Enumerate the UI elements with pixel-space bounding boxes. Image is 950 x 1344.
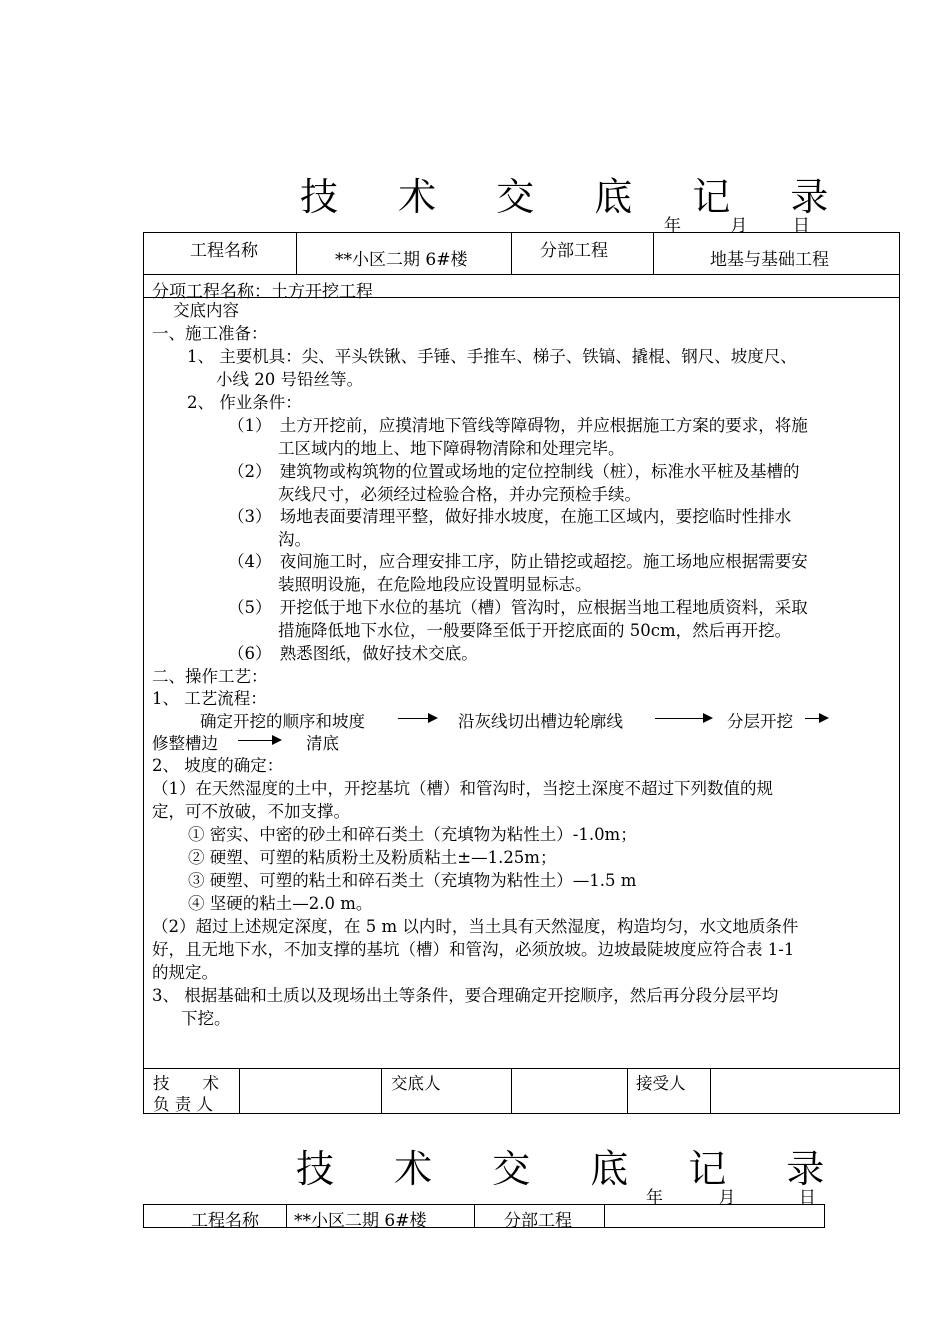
date-year: 年 [664, 216, 681, 236]
division-value: 地基与基础工程 [710, 250, 829, 270]
content-line: （2）超过上述规定深度，在 5 m 以内时，当土具有天然湿度，构造均匀，水文地质条件 [152, 917, 799, 936]
content-line: 下挖。 [181, 1009, 231, 1028]
page-title: 技 术 交 底 记 录 [296, 1147, 849, 1191]
table-border [296, 232, 297, 274]
content-line: （1）在天然湿度的土中，开挖基坑（槽）和管沟时，当挖土深度不超过下列数值的规 [152, 779, 773, 798]
table-border [899, 232, 900, 1114]
project-name-label: 工程名称 [191, 1211, 259, 1231]
table-border [511, 1068, 512, 1113]
tech-lead-label: 技 术 [153, 1074, 219, 1093]
content-line: 好，且无地下水，不加支撑的基坑（槽）和管沟，必须放坡。边坡最陡坡度应符合表 1-1 [152, 940, 795, 959]
table-border [239, 1068, 240, 1113]
content-line: 小线 20 号铅丝等。 [216, 370, 363, 389]
table-border [381, 1068, 382, 1113]
table-border [286, 1204, 287, 1228]
table-border [474, 1204, 475, 1228]
content-line: 2、 坡度的确定： [152, 756, 284, 775]
date-month: 月 [730, 216, 748, 236]
table-border [143, 1204, 825, 1205]
flow-arrow [805, 718, 827, 719]
flow-arrow [238, 740, 280, 741]
division-label: 分部工程 [504, 1211, 572, 1231]
table-border [627, 1068, 628, 1113]
content-line: （6） 熟悉图纸，做好技术交底。 [228, 644, 478, 663]
table-border [143, 1068, 900, 1069]
flow-arrow [398, 718, 436, 719]
content-line: 沟。 [278, 530, 311, 549]
date-day: 日 [792, 216, 810, 236]
table-border [143, 1204, 144, 1228]
flow-step: 确定开挖的顺序和坡度 [200, 712, 365, 731]
content-line: 3、 根据基础和土质以及现场出土等条件，要合理确定开挖顺序，然后再分段分层平均 [152, 986, 779, 1005]
division-label: 分部工程 [540, 241, 608, 261]
subitem-name: 分项工程名称：土方开挖工程 [152, 282, 373, 302]
table-border [143, 1113, 900, 1114]
content-line: ④ 坚硬的粘土—2.0 m。 [188, 894, 373, 913]
flow-step: 修整槽边 [152, 734, 218, 753]
receiver-label: 接受人 [636, 1074, 686, 1093]
content-line: （4） 夜间施工时，应合理安排工序，防止错挖或超挖。施工场地应根据需要安 [228, 552, 808, 571]
content-line: ② 硬塑、可塑的粘质粉土及粉质粘土±—1.25m； [188, 848, 557, 867]
project-name-value: **小区二期 6#楼 [294, 1211, 427, 1231]
content-line: 二、操作工艺： [152, 667, 268, 686]
page-title: 技 术 交 底 记 录 [300, 175, 853, 219]
flow-step: 清底 [306, 734, 339, 753]
content-line: ③ 硬塑、可塑的粘土和碎石类土（充填物为粘性土）—1.5 m [188, 871, 637, 890]
content-line: 2、 作业条件： [187, 393, 302, 412]
flow-arrow [655, 718, 711, 719]
discloser-label: 交底人 [391, 1074, 441, 1093]
flow-step: 分层开挖 [727, 712, 793, 731]
content-line: 定，可不放破，不加支撑。 [152, 802, 350, 821]
content-heading: 交底内容 [173, 301, 239, 320]
table-border [604, 1204, 605, 1228]
content-line: （1） 土方开挖前，应摸清地下管线等障碍物，并应根据施工方案的要求，将施 [228, 416, 808, 435]
flow-step: 沿灰线切出槽边轮廓线 [458, 712, 623, 731]
content-line: 工区域内的地上、地下障碍物清除和处理完毕。 [278, 439, 625, 458]
content-line: 的规定。 [152, 963, 218, 982]
content-line: 1、 主要机具：尖、平头铁锹、手锤、手推车、梯子、铁镐、撬棍、钢尺、坡度尺、 [187, 347, 797, 366]
project-name-label: 工程名称 [190, 241, 258, 261]
table-border [143, 274, 900, 275]
table-border [143, 232, 144, 1114]
table-border [824, 1204, 825, 1228]
date-year: 年 [646, 1188, 663, 1208]
table-border [511, 232, 512, 274]
project-name-value: **小区二期 6#楼 [335, 250, 468, 270]
table-border [653, 232, 654, 274]
content-line: 装照明设施，在危险地段应设置明显标志。 [278, 575, 592, 594]
date-day: 日 [798, 1188, 816, 1208]
content-line: ① 密实、中密的砂土和碎石类土（充填物为粘性土）-1.0m； [188, 825, 637, 844]
content-line: 灰线尺寸，必须经过检验合格，并办完预检手续。 [278, 485, 641, 504]
content-line: （3） 场地表面要清理平整，做好排水坡度，在施工区域内，要挖临时性排水 [228, 507, 792, 526]
content-line: （2） 建筑物或构筑物的位置或场地的定位控制线（桩），标准水平桩及基槽的 [228, 462, 800, 481]
content-line: 措施降低地下水位，一般要降至低于开挖底面的 50cm，然后再开挖。 [278, 621, 792, 640]
tech-lead-label: 负 责 人 [153, 1095, 213, 1114]
content-line: （5） 开挖低于地下水位的基坑（槽）管沟时，应根据当地工程地质资料，采取 [228, 598, 808, 617]
table-border [710, 1068, 711, 1113]
content-line: 一、施工准备： [152, 324, 268, 343]
table-border [143, 232, 900, 233]
content-line: 1、 工艺流程： [152, 689, 267, 708]
date-month: 月 [718, 1188, 736, 1208]
